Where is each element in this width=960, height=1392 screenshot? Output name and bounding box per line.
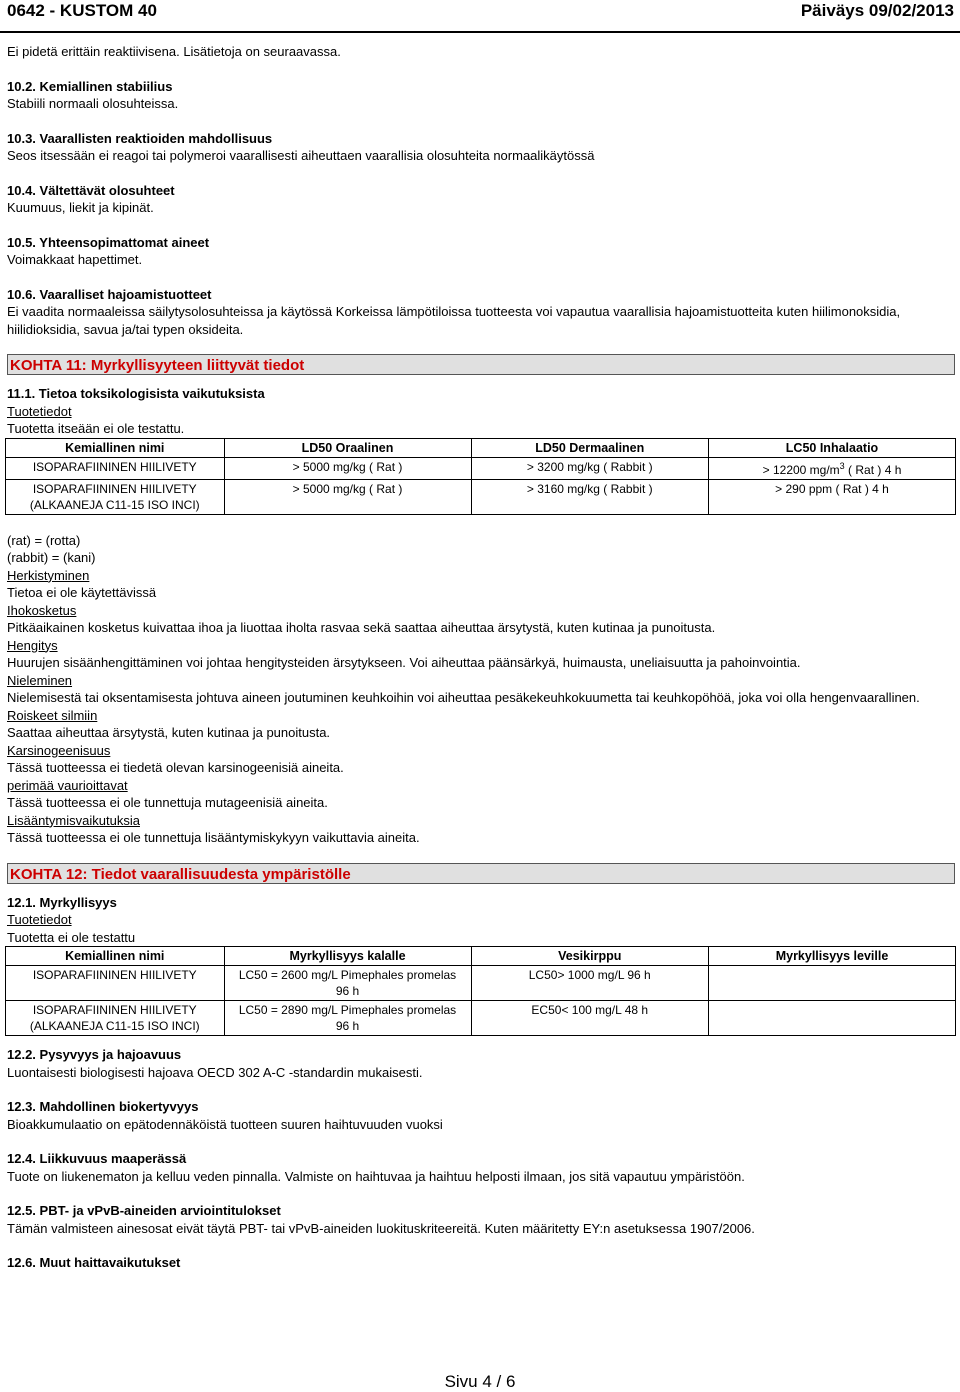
section10-3-text: Seos itsessään ei reagoi tai polymeroi vaarallisesti aiheuttaen vaarallisia olosuhteita normaalikäytössä [7, 148, 595, 163]
cell-chemical-name [6, 479, 225, 514]
inhalation-text: Huurujen sisäänhengittäminen voi johtaa hengitysteiden ärsytykseen. Voi aiheuttaa päänsärkyä, huimausta, uneliaisuutta ja pahoinvointia. [7, 655, 801, 670]
section11-product-info-label: Tuotetiedot [7, 403, 72, 419]
carcinogenicity-label: Karsinogeenisuus [7, 742, 111, 758]
revision-date: Päiväys 09/02/2013 [800, 1, 954, 20]
section10-2-text: Stabiili normaali olosuhteissa. [7, 96, 179, 111]
ecotoxicity-table [5, 946, 956, 1036]
eye-contact-label: Roiskeet silmiin [7, 707, 98, 723]
carcinogenicity-text: Tässä tuotteessa ei tiedetä olevan karsinogeenisiä aineita. [7, 760, 344, 775]
section10-intro: Ei pidetä erittäin reaktiivisena. Lisätietoja on seuraavassa. [7, 44, 341, 59]
cell-chemical-name: ISOPARAFIININEN HIILIVETY [6, 966, 225, 1001]
section10-4-title: 10.4. Vältettävät olosuhteet [7, 182, 175, 198]
cell-daphnia: EC50< 100 mg/L 48 h [471, 1001, 709, 1036]
page-header [0, 0, 960, 34]
section12-heading: KOHTA 12: Tiedot vaarallisuudesta ympäristölle [7, 863, 955, 884]
inhalation-superscript: 3 [839, 460, 845, 471]
section11-product-info-text: Tuotetta itseään ei ole testattu. [7, 421, 185, 436]
section10-4-text: Kuumuus, liekit ja kipinät. [7, 200, 154, 215]
col-header-algae-toxicity: Myrkyllisyys leville [709, 947, 956, 966]
cell-ld50-oral: > 5000 mg/kg ( Rat ) [224, 457, 471, 479]
section12-1-title: 12.1. Myrkyllisyys [7, 894, 117, 910]
toxicology-table [5, 438, 956, 515]
col-header-ld50-dermal: LD50 Dermaalinen [471, 438, 709, 457]
fish-toxicity-line1: LC50 = 2600 mg/L Pimephales promelas [238, 968, 457, 982]
page-number: Sivu 4 / 6 [444, 1372, 516, 1391]
cell-lc50-inhalation [709, 457, 956, 479]
cell-daphnia: LC50> 1000 mg/L 96 h [471, 966, 709, 1001]
section11-heading: KOHTA 11: Myrkyllisyyteen liittyvät tiedot [7, 354, 955, 375]
col-header-lc50-inhalation: LC50 Inhalaatio [709, 438, 956, 457]
cell-ld50-dermal: > 3200 mg/kg ( Rabbit ) [471, 457, 709, 479]
section10-6-title: 10.6. Vaaralliset hajoamistuotteet [7, 286, 212, 302]
cell-algae-toxicity [709, 1001, 956, 1036]
table-row [6, 966, 956, 1001]
section12-2-title: 12.2. Pysyvyys ja hajoavuus [7, 1047, 182, 1062]
col-header-daphnia: Vesikirppu [471, 947, 709, 966]
fish-toxicity-line2: 96 h [335, 1019, 360, 1033]
section10-2-title: 10.2. Kemiallinen stabiilius [7, 78, 173, 94]
table-row [6, 457, 956, 479]
sensitization-label: Herkistyminen [7, 567, 90, 583]
inhalation-value: > 12200 mg/m [762, 462, 840, 477]
cell-ld50-oral: > 5000 mg/kg ( Rat ) [224, 479, 471, 514]
cell-chemical-name: ISOPARAFIININEN HIILIVETY [6, 457, 225, 479]
ingestion-text: Nielemisestä tai oksentamisesta johtuva aineen joutuminen keuhkoihin voi aiheuttaa pesäkekeuhkokuumetta tai keuhkopöhöä, joka voi olla hengenvaarallinen. [7, 690, 920, 705]
table-row [6, 1001, 956, 1036]
section12-6-title: 12.6. Muut haittavaikutukset [7, 1255, 181, 1270]
reproductive-label: Lisääntymisvaikutuksia [7, 812, 140, 828]
table-row [6, 479, 956, 514]
section12-2-text: Luontaisesti biologisesti hajoava OECD 302 A-C -standardin mukaisesti. [7, 1064, 423, 1080]
col-header-chemical-name: Kemiallinen nimi [6, 438, 225, 457]
section12-3-text: Bioakkumulaatio on epätodennäköistä tuotteen suuren haihtuvuuden vuoksi [7, 1116, 443, 1132]
mutagenicity-text: Tässä tuotteessa ei ole tunnettuja mutageenisiä aineita. [7, 795, 328, 810]
chemical-name-line2: (ALKAANEJA C11-15 ISO INCI) [29, 1019, 200, 1033]
section12-3-title: 12.3. Mahdollinen biokertyvyys [7, 1099, 199, 1114]
header-divider [0, 31, 960, 33]
note-rabbit: (rabbit) = (kani) [7, 550, 96, 565]
chemical-name-line1: ISOPARAFIININEN HIILIVETY [32, 1003, 197, 1017]
cell-chemical-name [6, 1001, 225, 1036]
section10-6-text: Ei vaadita normaaleissa säilytysolosuhteissa ja käytössä Korkeissa lämpötiloissa tuotteesta voi vapautua vaarallisia hajoamistuotteita kuten hiilimonoksidia, hiilidioksidia, savua ja/tai typen oksideita. [7, 304, 901, 337]
page-content [7, 43, 955, 1272]
fish-toxicity-line2: 96 h [335, 984, 360, 998]
section12-product-info-text: Tuotetta ei ole testattu [7, 929, 136, 945]
section10-3-title: 10.3. Vaarallisten reaktioiden mahdollisuus [7, 130, 273, 146]
sensitization-text: Tietoa ei ole käytettävissä [7, 585, 157, 600]
cell-lc50-inhalation: > 290 ppm ( Rat ) 4 h [709, 479, 956, 514]
skin-contact-label: Ihokosketus [7, 602, 77, 618]
cell-fish-toxicity [224, 966, 471, 1001]
section12-4-text: Tuote on liukenematon ja kelluu veden pinnalla. Valmiste on haihtuvaa ja haihtuu helposti ilmaan, jos sitä vapautuu ympäristöön. [7, 1168, 745, 1184]
col-header-chemical-name: Kemiallinen nimi [6, 947, 225, 966]
section11-1-title: 11.1. Tietoa toksikologisista vaikutuksista [7, 386, 265, 401]
reproductive-text: Tässä tuotteessa ei ole tunnettuja lisääntymiskykyyn vaikuttavia aineita. [7, 830, 420, 845]
skin-contact-text: Pitkäaikainen kosketus kuivattaa ihoa ja liuottaa iholta rasvaa sekä saattaa aiheuttaa ärsytystä, kuten kutinaa ja punoitusta. [7, 620, 716, 635]
fish-toxicity-line1: LC50 = 2890 mg/L Pimephales promelas [238, 1003, 457, 1017]
inhalation-unit: ( Rat ) 4 h [844, 462, 902, 477]
section10-5-text: Voimakkaat hapettimet. [7, 252, 143, 267]
table-header-row [6, 947, 956, 966]
section12-5-title: 12.5. PBT- ja vPvB-aineiden arviointitulokset [7, 1203, 281, 1218]
cell-ld50-dermal: > 3160 mg/kg ( Rabbit ) [471, 479, 709, 514]
eye-contact-text: Saattaa aiheuttaa ärsytystä, kuten kutinaa ja punoitusta. [7, 725, 331, 740]
cell-fish-toxicity [224, 1001, 471, 1036]
cell-algae-toxicity [709, 966, 956, 1001]
col-header-ld50-oral: LD50 Oraalinen [224, 438, 471, 457]
section12-5-text: Tämän valmisteen ainesosat eivät täytä PBT- tai vPvB-aineiden luokituskriteereitä. Kuten määritetty EY:n asetuksessa 1907/2006. [7, 1220, 755, 1236]
col-header-fish-toxicity: Myrkyllisyys kalalle [224, 947, 471, 966]
ingestion-label: Nieleminen [7, 672, 73, 688]
table-header-row [6, 438, 956, 457]
section12-product-info-label: Tuotetiedot [7, 912, 72, 927]
product-code-title: 0642 - KUSTOM 40 [7, 1, 157, 20]
mutagenicity-label: perimää vaurioittavat [7, 777, 128, 793]
inhalation-label: Hengitys [7, 637, 58, 653]
section10-5-title: 10.5. Yhteensopimattomat aineet [7, 234, 210, 250]
chemical-name-line1: ISOPARAFIININEN HIILIVETY [32, 481, 197, 496]
chemical-name-line2: (ALKAANEJA C11-15 ISO INCI) [29, 497, 200, 512]
section12-4-title: 12.4. Liikkuvuus maaperässä [7, 1151, 187, 1166]
note-rat: (rat) = (rotta) [7, 532, 81, 548]
